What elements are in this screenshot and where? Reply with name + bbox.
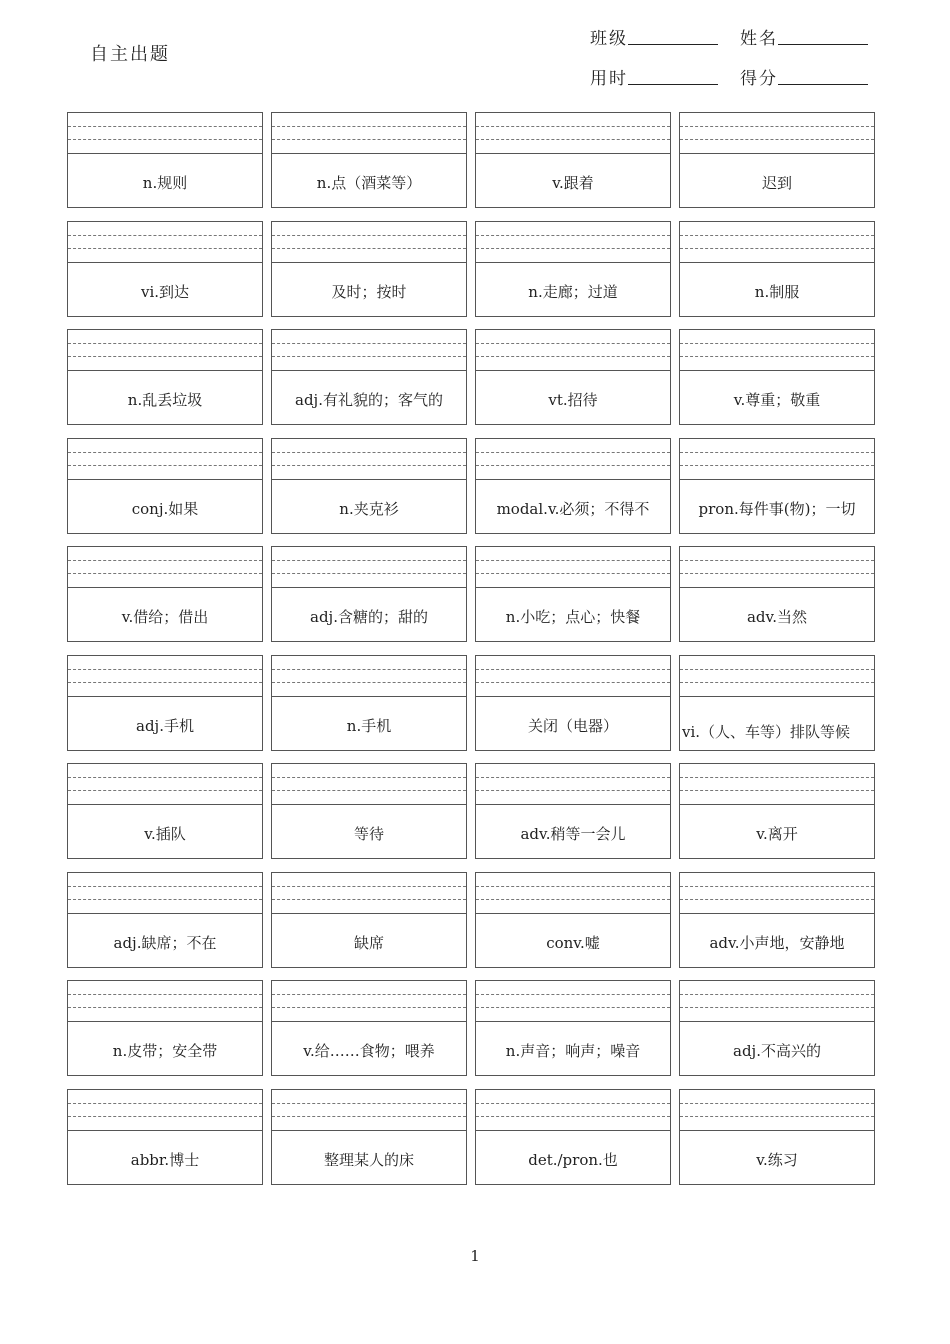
answer-writing-area[interactable] bbox=[476, 113, 670, 154]
guide-line bbox=[476, 356, 670, 357]
class-field[interactable] bbox=[590, 24, 718, 49]
guide-line bbox=[68, 886, 262, 887]
vocab-card bbox=[271, 980, 467, 1076]
guide-line bbox=[68, 1007, 262, 1008]
clue-text: v.离开 bbox=[756, 825, 798, 843]
vocab-card bbox=[475, 329, 671, 425]
guide-line bbox=[680, 452, 874, 453]
guide-line bbox=[476, 235, 670, 236]
guide-line bbox=[272, 356, 466, 357]
vocab-card bbox=[271, 329, 467, 425]
guide-line bbox=[272, 465, 466, 466]
guide-line bbox=[476, 899, 670, 900]
vocab-card bbox=[475, 763, 671, 859]
guide-line bbox=[272, 126, 466, 127]
clue-text: n.皮带；安全带 bbox=[112, 1042, 218, 1060]
answer-writing-area[interactable] bbox=[68, 113, 262, 154]
answer-writing-area[interactable] bbox=[680, 439, 874, 480]
clue-text: n.规则 bbox=[142, 174, 188, 192]
answer-writing-area[interactable] bbox=[680, 330, 874, 371]
answer-writing-area[interactable] bbox=[680, 764, 874, 805]
clue-text: vi.到达 bbox=[140, 282, 190, 301]
vocab-card bbox=[679, 546, 875, 642]
guide-line bbox=[476, 1007, 670, 1008]
vocab-card bbox=[679, 872, 875, 968]
answer-writing-area[interactable] bbox=[680, 1090, 874, 1131]
answer-writing-area[interactable] bbox=[272, 113, 466, 154]
answer-writing-area[interactable] bbox=[476, 764, 670, 805]
vocab-card bbox=[475, 655, 671, 751]
clue-text: adj.手机 bbox=[136, 716, 194, 735]
answer-writing-area[interactable] bbox=[68, 981, 262, 1022]
score-label: 得分 bbox=[740, 69, 778, 89]
guide-line bbox=[272, 139, 466, 140]
guide-line bbox=[68, 356, 262, 357]
guide-line bbox=[272, 452, 466, 453]
guide-line bbox=[680, 126, 874, 127]
guide-line bbox=[680, 899, 874, 900]
clue-text: adv.稍等一会儿 bbox=[520, 825, 626, 843]
answer-writing-area[interactable] bbox=[476, 547, 670, 588]
guide-line bbox=[272, 1103, 466, 1104]
clue-text: adj.缺席；不在 bbox=[113, 933, 217, 952]
vocab-card bbox=[271, 438, 467, 534]
answer-writing-area[interactable] bbox=[272, 873, 466, 914]
vocab-card bbox=[475, 980, 671, 1076]
vocab-card bbox=[679, 329, 875, 425]
guide-line bbox=[272, 1007, 466, 1008]
clue-text: vi.（人、车等）排队等候 bbox=[682, 722, 851, 741]
guide-line bbox=[680, 465, 874, 466]
guide-line bbox=[68, 682, 262, 683]
guide-line bbox=[680, 356, 874, 357]
guide-line bbox=[68, 139, 262, 140]
guide-line bbox=[68, 465, 262, 466]
clue-text: v.给……食物；喂养 bbox=[303, 1042, 435, 1060]
vocab-card bbox=[679, 763, 875, 859]
answer-writing-area[interactable] bbox=[680, 981, 874, 1022]
guide-line bbox=[680, 343, 874, 344]
clue-text: v.尊重；敬重 bbox=[733, 391, 821, 409]
guide-line bbox=[272, 886, 466, 887]
guide-line bbox=[68, 899, 262, 900]
class-blank-line[interactable] bbox=[628, 43, 718, 45]
guide-line bbox=[680, 1116, 874, 1117]
guide-line bbox=[272, 1116, 466, 1117]
guide-line bbox=[68, 573, 262, 574]
clue-text: adv.小声地，安静地 bbox=[709, 933, 845, 952]
answer-writing-area[interactable] bbox=[68, 222, 262, 263]
vocab-card bbox=[67, 546, 263, 642]
vocab-card bbox=[271, 112, 467, 208]
guide-line bbox=[272, 669, 466, 670]
vocab-card bbox=[271, 763, 467, 859]
answer-writing-area[interactable] bbox=[680, 547, 874, 588]
worksheet-title: 自主出题 bbox=[90, 44, 170, 65]
guide-line bbox=[680, 790, 874, 791]
clue-text: 及时；按时 bbox=[331, 282, 407, 301]
guide-line bbox=[68, 343, 262, 344]
clue-text: conj.如果 bbox=[131, 499, 199, 518]
guide-line bbox=[680, 886, 874, 887]
vocab-card bbox=[67, 872, 263, 968]
guide-line bbox=[680, 1007, 874, 1008]
guide-line bbox=[476, 1103, 670, 1104]
guide-line bbox=[476, 139, 670, 140]
vocab-card bbox=[475, 546, 671, 642]
answer-writing-area[interactable] bbox=[680, 113, 874, 154]
answer-writing-area[interactable] bbox=[272, 1090, 466, 1131]
answer-writing-area[interactable] bbox=[68, 330, 262, 371]
vocab-card bbox=[271, 1089, 467, 1185]
vocab-card bbox=[67, 112, 263, 208]
vocab-card bbox=[67, 221, 263, 317]
guide-line bbox=[680, 669, 874, 670]
guide-line bbox=[68, 126, 262, 127]
vocab-card bbox=[679, 221, 875, 317]
clue-text: 整理某人的床 bbox=[323, 1150, 414, 1169]
guide-line bbox=[272, 573, 466, 574]
guide-line bbox=[476, 790, 670, 791]
guide-line bbox=[680, 235, 874, 236]
clue-text: 迟到 bbox=[761, 174, 792, 192]
vocab-card bbox=[67, 1089, 263, 1185]
clue-text: n.手机 bbox=[346, 716, 392, 735]
guide-line bbox=[68, 790, 262, 791]
guide-line bbox=[272, 248, 466, 249]
guide-line bbox=[680, 560, 874, 561]
guide-line bbox=[680, 682, 874, 683]
answer-writing-area[interactable] bbox=[272, 981, 466, 1022]
guide-line bbox=[680, 139, 874, 140]
clue-text: pron.每件事(物)；一切 bbox=[698, 499, 856, 518]
guide-line bbox=[476, 560, 670, 561]
vocab-card bbox=[67, 438, 263, 534]
time-label: 用时 bbox=[590, 69, 628, 89]
vocab-card bbox=[67, 329, 263, 425]
answer-writing-area[interactable] bbox=[68, 1090, 262, 1131]
guide-line bbox=[68, 452, 262, 453]
guide-line bbox=[68, 777, 262, 778]
vocab-card bbox=[475, 112, 671, 208]
clue-text: conv.嘘 bbox=[546, 933, 600, 952]
answer-writing-area[interactable] bbox=[476, 873, 670, 914]
guide-line bbox=[272, 994, 466, 995]
clue-text: v.插队 bbox=[144, 825, 186, 843]
answer-writing-area[interactable] bbox=[680, 222, 874, 263]
vocab-card bbox=[475, 1089, 671, 1185]
clue-text: vt.招待 bbox=[548, 391, 598, 409]
answer-writing-area[interactable] bbox=[68, 873, 262, 914]
guide-line bbox=[476, 886, 670, 887]
guide-line bbox=[476, 994, 670, 995]
class-label: 班级 bbox=[590, 29, 628, 49]
answer-writing-area[interactable] bbox=[68, 764, 262, 805]
vocab-card bbox=[679, 655, 875, 751]
answer-writing-area[interactable] bbox=[476, 656, 670, 697]
answer-writing-area[interactable] bbox=[68, 547, 262, 588]
score-field[interactable] bbox=[740, 64, 868, 89]
guide-line bbox=[476, 248, 670, 249]
guide-line bbox=[680, 994, 874, 995]
guide-line bbox=[68, 560, 262, 561]
clue-text: n.走廊；过道 bbox=[528, 282, 618, 301]
answer-writing-area[interactable] bbox=[272, 222, 466, 263]
guide-line bbox=[680, 777, 874, 778]
answer-writing-area[interactable] bbox=[272, 764, 466, 805]
clue-text: modal.v.必须；不得不 bbox=[496, 499, 650, 518]
name-blank-line[interactable] bbox=[778, 43, 868, 45]
guide-line bbox=[68, 1116, 262, 1117]
guide-line bbox=[272, 790, 466, 791]
clue-text: adv.当然 bbox=[746, 608, 807, 626]
answer-writing-area[interactable] bbox=[476, 330, 670, 371]
clue-text: v.跟着 bbox=[552, 174, 594, 192]
clue-text: adj.含糖的；甜的 bbox=[310, 608, 428, 626]
clue-text: v.练习 bbox=[756, 1150, 798, 1169]
guide-line bbox=[272, 235, 466, 236]
vocab-card bbox=[475, 872, 671, 968]
guide-line bbox=[680, 573, 874, 574]
clue-text: 等待 bbox=[353, 825, 384, 843]
answer-writing-area[interactable] bbox=[272, 330, 466, 371]
guide-line bbox=[68, 248, 262, 249]
clue-text: 关闭（电器） bbox=[527, 716, 618, 735]
time-blank-line[interactable] bbox=[628, 83, 718, 85]
clue-text: v.借给；借出 bbox=[121, 608, 209, 626]
guide-line bbox=[476, 669, 670, 670]
guide-line bbox=[272, 899, 466, 900]
score-blank-line[interactable] bbox=[778, 83, 868, 85]
guide-line bbox=[476, 343, 670, 344]
vocab-card bbox=[679, 980, 875, 1076]
vocab-card bbox=[67, 655, 263, 751]
guide-line bbox=[68, 994, 262, 995]
guide-line bbox=[68, 1103, 262, 1104]
guide-line bbox=[476, 126, 670, 127]
guide-line bbox=[680, 248, 874, 249]
answer-writing-area[interactable] bbox=[68, 656, 262, 697]
answer-writing-area[interactable] bbox=[272, 439, 466, 480]
page-number: 1 bbox=[470, 1247, 480, 1265]
answer-writing-area[interactable] bbox=[68, 439, 262, 480]
vocab-card bbox=[271, 872, 467, 968]
clue-text: n.小吃；点心；快餐 bbox=[505, 608, 641, 626]
vocab-card bbox=[679, 1089, 875, 1185]
name-field[interactable] bbox=[740, 24, 868, 49]
guide-line bbox=[272, 560, 466, 561]
guide-line bbox=[272, 777, 466, 778]
vocab-card bbox=[67, 763, 263, 859]
vocab-card bbox=[271, 655, 467, 751]
answer-writing-area[interactable] bbox=[680, 873, 874, 914]
clue-text: 缺席 bbox=[353, 933, 384, 952]
vocab-card bbox=[271, 221, 467, 317]
guide-line bbox=[476, 452, 670, 453]
name-label: 姓名 bbox=[740, 29, 778, 49]
answer-writing-area[interactable] bbox=[476, 1090, 670, 1131]
guide-line bbox=[476, 465, 670, 466]
clue-text: n.声音；响声；噪音 bbox=[505, 1042, 641, 1060]
guide-line bbox=[272, 343, 466, 344]
vocab-card bbox=[679, 438, 875, 534]
clue-text: adj.有礼貌的；客气的 bbox=[295, 391, 443, 409]
clue-text: det./pron.也 bbox=[528, 1150, 618, 1169]
guide-line bbox=[680, 1103, 874, 1104]
answer-writing-area[interactable] bbox=[476, 222, 670, 263]
clue-text: n.制服 bbox=[754, 282, 800, 301]
vocab-card bbox=[475, 438, 671, 534]
guide-line bbox=[68, 669, 262, 670]
clue-text: n.点（酒菜等） bbox=[316, 174, 422, 192]
answer-writing-area[interactable] bbox=[476, 981, 670, 1022]
guide-line bbox=[272, 682, 466, 683]
clue-text: abbr.博士 bbox=[130, 1150, 200, 1169]
vocabulary-grid bbox=[67, 112, 874, 1185]
guide-line bbox=[476, 682, 670, 683]
vocab-card bbox=[679, 112, 875, 208]
vocab-card bbox=[475, 221, 671, 317]
answer-writing-area[interactable] bbox=[272, 547, 466, 588]
vocab-card bbox=[271, 546, 467, 642]
guide-line bbox=[476, 777, 670, 778]
answer-writing-area[interactable] bbox=[476, 439, 670, 480]
clue-text: n.夹克衫 bbox=[339, 499, 399, 518]
clue-text: n.乱丢垃圾 bbox=[127, 391, 203, 409]
answer-writing-area[interactable] bbox=[272, 656, 466, 697]
guide-line bbox=[476, 1116, 670, 1117]
vocab-card bbox=[67, 980, 263, 1076]
time-field[interactable] bbox=[590, 64, 718, 89]
answer-writing-area[interactable] bbox=[680, 656, 874, 697]
guide-line bbox=[68, 235, 262, 236]
guide-line bbox=[476, 573, 670, 574]
clue-text: adj.不高兴的 bbox=[733, 1042, 821, 1060]
